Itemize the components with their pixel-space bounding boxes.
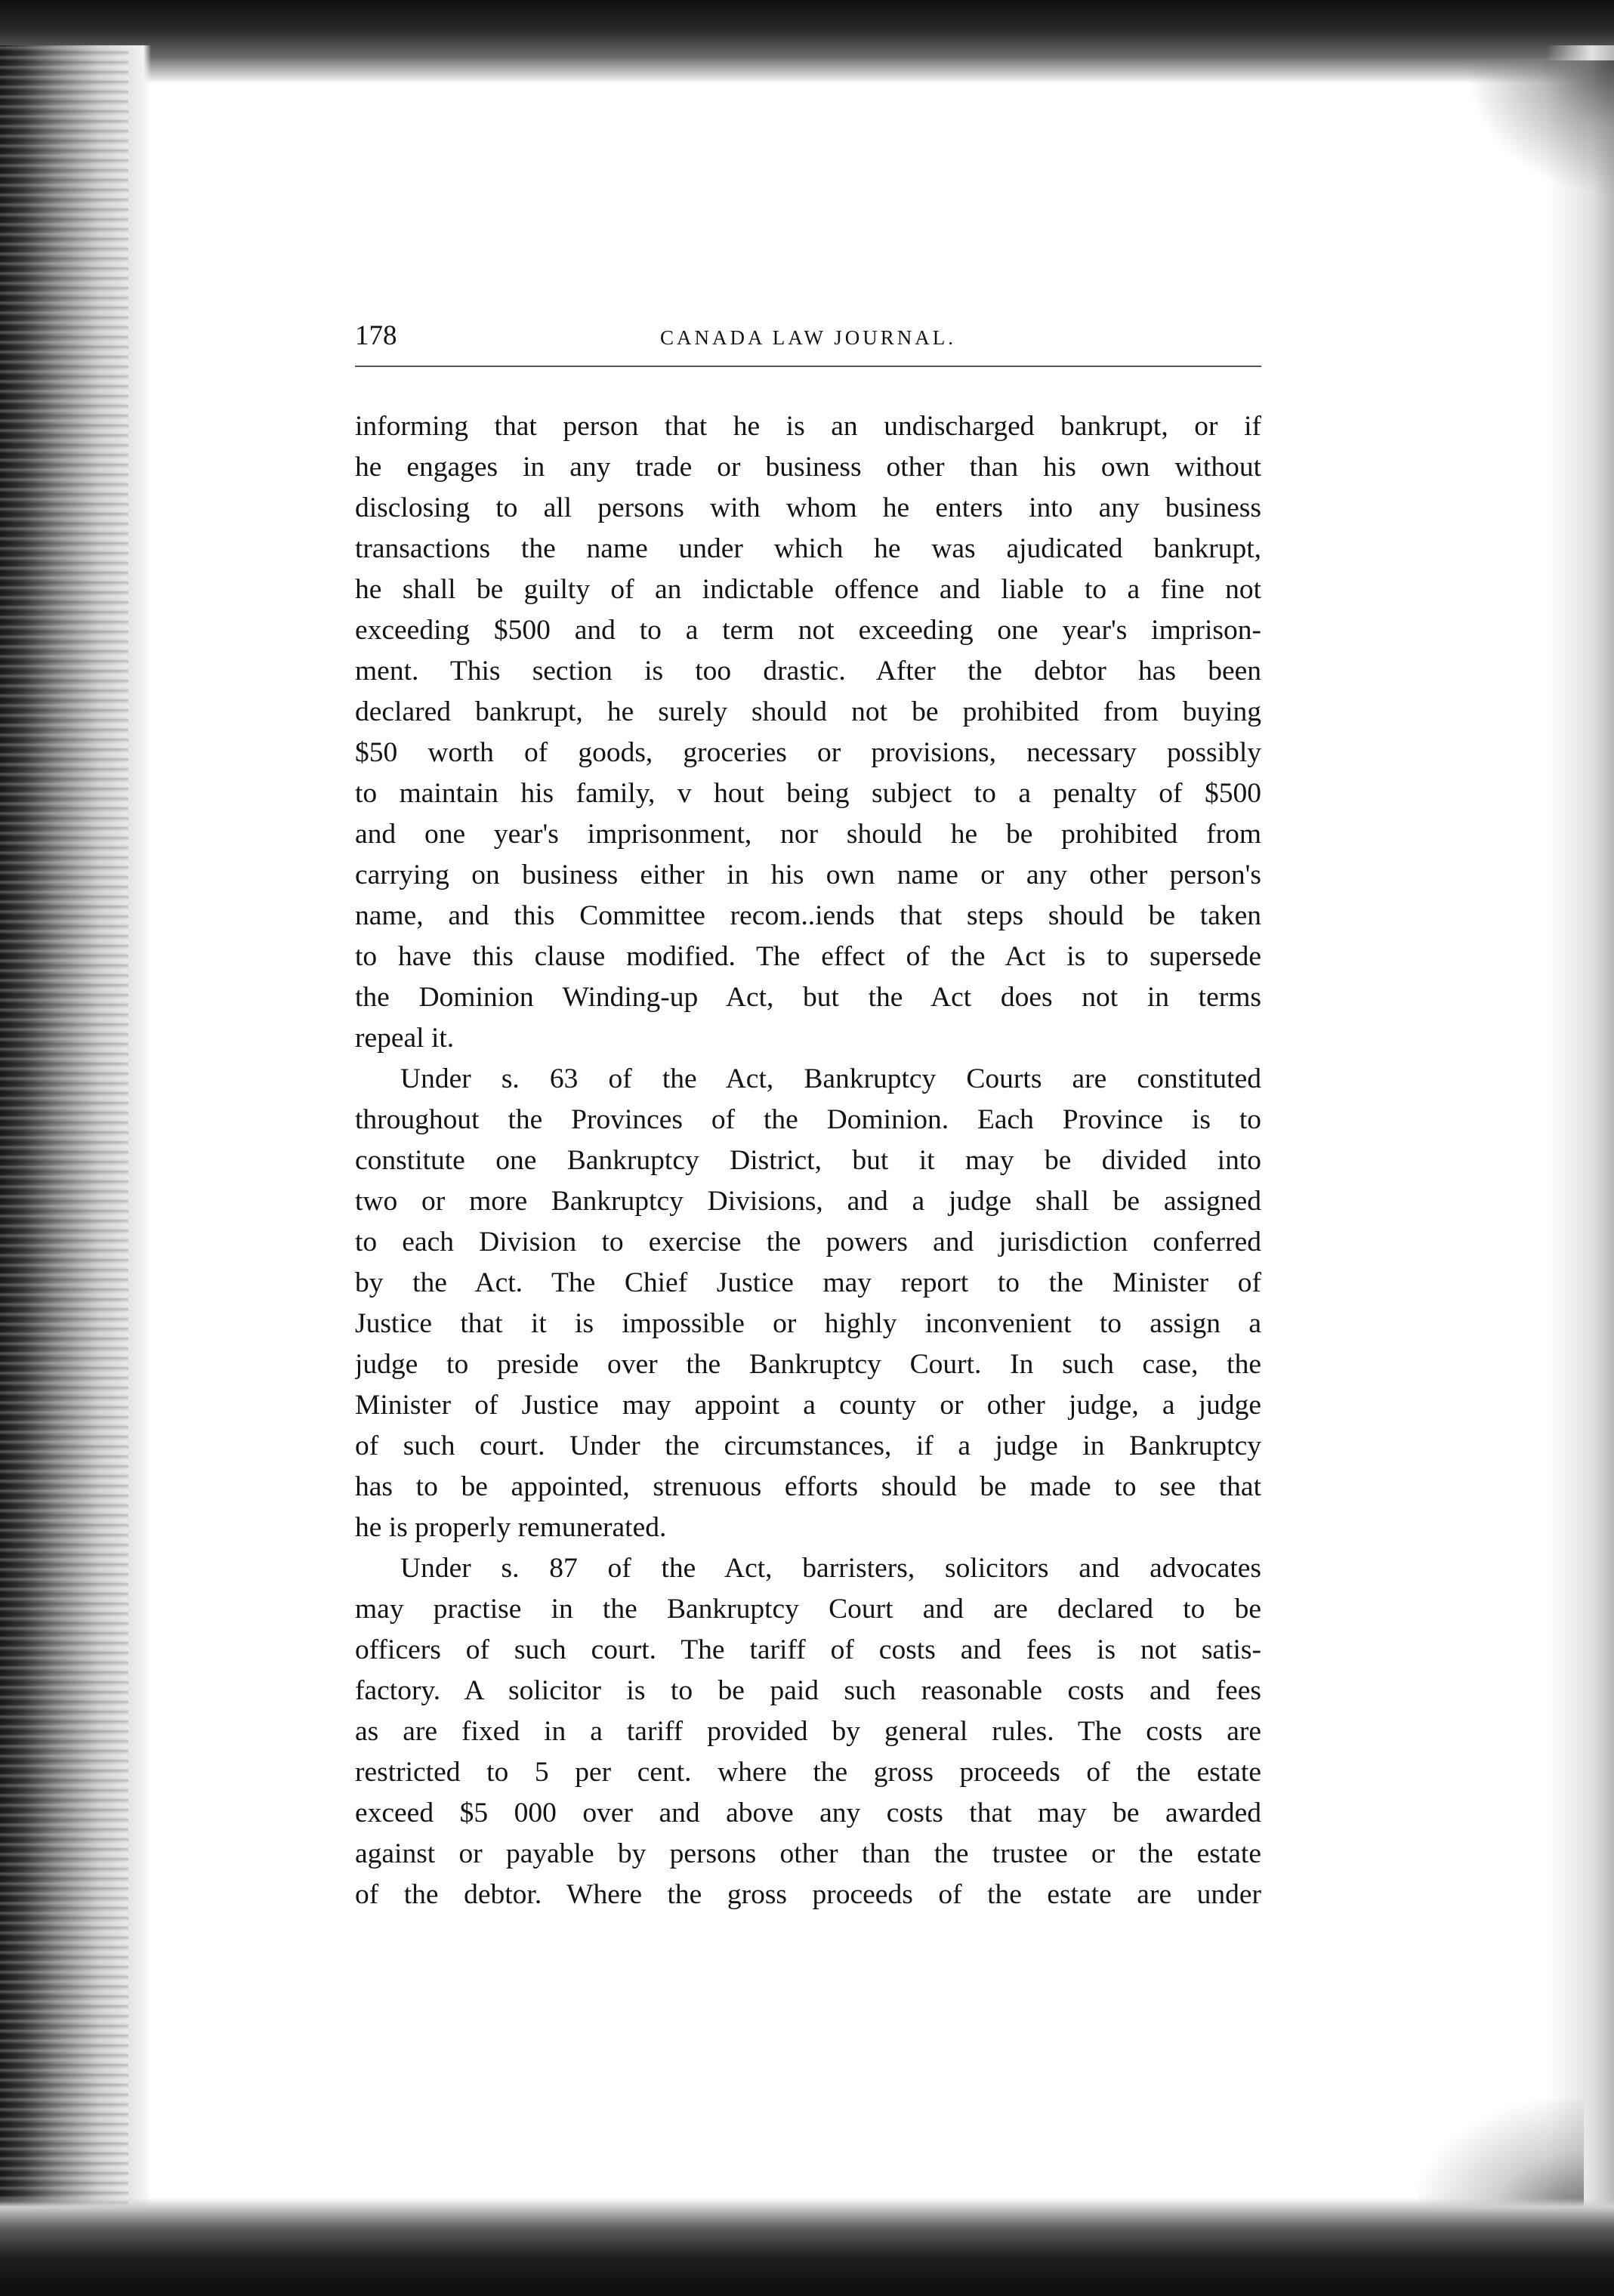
text-line: two or more Bankruptcy Divisions, and a judge shall be assigned	[355, 1186, 1261, 1217]
text-line: $50 worth of goods, groceries or provisions, necessary possibly	[355, 737, 1261, 768]
text-line: he shall be guilty of an indictable offence and liable to a fine not	[355, 574, 1261, 605]
journal-title: CANADA LAW JOURNAL.	[659, 326, 957, 349]
text-line: ment. This section is too drastic. After the debtor has been	[355, 656, 1261, 687]
text-line: has to be appointed, strenuous efforts should be made to see that	[355, 1471, 1261, 1502]
text-line: judge to preside over the Bankruptcy Court. In such case, the	[355, 1349, 1261, 1380]
text-line: Under s. 87 of the Act, barristers, solicitors and advocates	[400, 1553, 1261, 1584]
scan-top-right-smudge	[1463, 60, 1614, 196]
running-head	[355, 317, 1261, 355]
scan-left-noise	[0, 45, 128, 2296]
text-line: to each Division to exercise the powers and jurisdiction conferred	[355, 1227, 1261, 1258]
text-line: name, and this Committee recom..iends that steps should be taken	[355, 900, 1261, 931]
text-line: Minister of Justice may appoint a county or other judge, a judge	[355, 1390, 1261, 1421]
paragraph	[355, 1548, 1261, 1915]
paragraph	[355, 406, 1261, 1059]
text-line: transactions the name under which he was ajudicated bankrupt,	[355, 533, 1261, 564]
document-page	[355, 317, 1261, 1915]
text-line: declared bankrupt, he surely should not be prohibited from buying	[355, 696, 1261, 727]
text-line: and one year's imprisonment, nor should he be prohibited from	[355, 819, 1261, 850]
text-line: repeal it.	[355, 1023, 455, 1054]
text-line: Under s. 63 of the Act, Bankruptcy Courts are constituted	[400, 1063, 1261, 1094]
text-line: to have this clause modified. The effect of the Act is to supersede	[355, 941, 1261, 972]
text-line: he engages in any trade or business other than his own without	[355, 452, 1261, 483]
scan-right-edge	[1546, 45, 1614, 2296]
text-line: restricted to 5 per cent. where the gross proceeds of the estate	[355, 1757, 1261, 1788]
text-line: exceeding $500 and to a term not exceeding one year's imprison-	[355, 615, 1261, 646]
text-line: of the debtor. Where the gross proceeds of the estate are under	[355, 1879, 1261, 1910]
text-line: Justice that it is impossible or highly inconvenient to assign a	[355, 1308, 1261, 1339]
text-line: may practise in the Bankruptcy Court and are declared to be	[355, 1594, 1261, 1625]
page-number: 178	[355, 320, 397, 351]
paragraph	[355, 1059, 1261, 1548]
text-line: disclosing to all persons with whom he enters into any business	[355, 492, 1261, 523]
text-line: factory. A solicitor is to be paid such reasonable costs and fees	[355, 1675, 1261, 1706]
scan-bottom-shadow	[0, 2198, 1614, 2296]
text-line: throughout the Provinces of the Dominion. Each Province is to	[355, 1104, 1261, 1135]
text-line: carrying on business either in his own name or any other person's	[355, 859, 1261, 890]
scan-top-shadow	[0, 0, 1614, 83]
text-line: officers of such court. The tariff of costs and fees is not satis-	[355, 1634, 1261, 1665]
text-line: to maintain his family, v hout being subject to a penalty of $500	[355, 778, 1261, 809]
body-text	[355, 406, 1261, 1915]
text-line: of such court. Under the circumstances, if a judge in Bankruptcy	[355, 1430, 1261, 1461]
text-line: informing that person that he is an undischarged bankrupt, or if	[355, 411, 1261, 442]
header-rule	[355, 366, 1261, 367]
text-line: against or payable by persons other than the trustee or the estate	[355, 1838, 1261, 1869]
text-line: he is properly remunerated.	[355, 1512, 667, 1543]
text-line: constitute one Bankruptcy District, but it may be divided into	[355, 1145, 1261, 1176]
text-line: exceed $5 000 over and above any costs that may be awarded	[355, 1798, 1261, 1828]
text-line: the Dominion Winding-up Act, but the Act does not in terms	[355, 982, 1261, 1013]
text-line: by the Act. The Chief Justice may report to the Minister of	[355, 1267, 1261, 1298]
text-line: as are fixed in a tariff provided by general rules. The costs are	[355, 1716, 1261, 1747]
